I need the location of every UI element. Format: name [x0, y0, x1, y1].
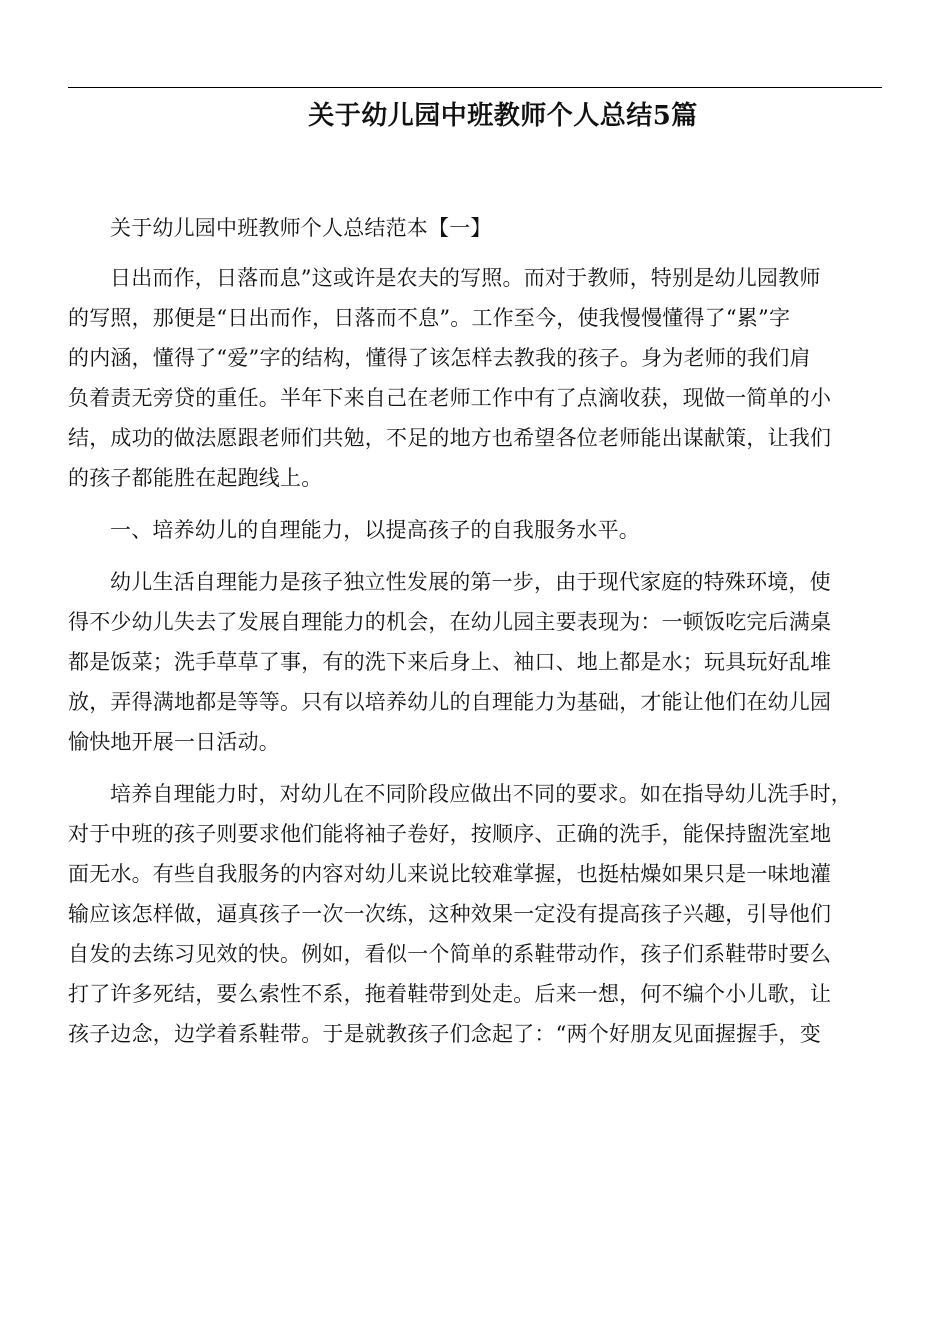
paragraph-intro: [68, 258, 882, 498]
text-line: 愉快地开展一日活动。: [68, 730, 280, 754]
text-line: 打了许多死结，要么索性不系，拖着鞋带到处走。后来一想，何不编个小儿歌，让: [68, 982, 832, 1006]
text-line: 对于中班的孩子则要求他们能将袖子卷好，按顺序、正确的洗手，能保持盥洗室地: [68, 822, 832, 846]
text-line: 自发的去练习见效的快。例如，看似一个简单的系鞋带动作，孩子们系鞋带时要么: [68, 942, 832, 966]
text-line: 幼儿生活自理能力是孩子独立性发展的第一步，由于现代家庭的特殊环境，使: [110, 570, 831, 594]
text-line: 都是饭菜；洗手草草了事，有的洗下来后身上、袖口、地上都是水；玩具玩好乱堆: [68, 650, 832, 674]
text-line: 日出而作，日落而息”这或许是农夫的写照。而对于教师，特别是幼儿园教师: [110, 266, 821, 290]
text-line: 孩子边念，边学着系鞋带。于是就教孩子们念起了：“两个好朋友见面握握手，变: [68, 1022, 821, 1046]
paragraph-training: [68, 774, 882, 1054]
text-line: 结，成功的做法愿跟老师们共勉，不足的地方也希望各位老师能出谋献策，让我们: [68, 426, 832, 450]
text-line: 放，弄得满地都是等等。只有以培养幼儿的自理能力为基础，才能让他们在幼儿园: [68, 690, 832, 714]
section-heading: 关于幼儿园中班教师个人总结范本【一】: [110, 216, 492, 240]
document-title: 关于幼儿园中班教师个人总结5篇: [308, 101, 698, 131]
text-line: 的孩子都能胜在起跑线上。: [68, 466, 323, 490]
text-line: 面无水。有些自我服务的内容对幼儿来说比较难掌握，也挺枯燥如果只是一味地灌: [68, 862, 832, 886]
document-body: [68, 208, 882, 1066]
text-line: 的内涵，懂得了“爱”字的结构，懂得了该怎样去教我的孩子。身为老师的我们肩: [68, 346, 811, 370]
text-line: 负着责无旁贷的重任。半年下来自己在老师工作中有了点滴收获，现做一简单的小: [68, 386, 832, 410]
paragraph-point-one-heading: [68, 510, 882, 550]
text-line: 培养自理能力时，对幼儿在不同阶段应做出不同的要求。如在指导幼儿洗手时，: [110, 782, 852, 806]
text-line: 输应该怎样做，逼真孩子一次一次练，这种效果一定没有提高孩子兴趣，引导他们: [68, 902, 832, 926]
header-rule: [68, 87, 882, 88]
text-line: 的写照，那便是“日出而作，日落而不息”。工作至今，使我慢慢懂得了“累”字: [68, 306, 791, 330]
paragraph-self-care: [68, 562, 882, 762]
text-line: 一、培养幼儿的自理能力，以提高孩子的自我服务水平。: [110, 518, 640, 542]
text-line: 得不少幼儿失去了发展自理能力的机会，在幼儿园主要表现为：一顿饭吃完后满桌: [68, 610, 832, 634]
